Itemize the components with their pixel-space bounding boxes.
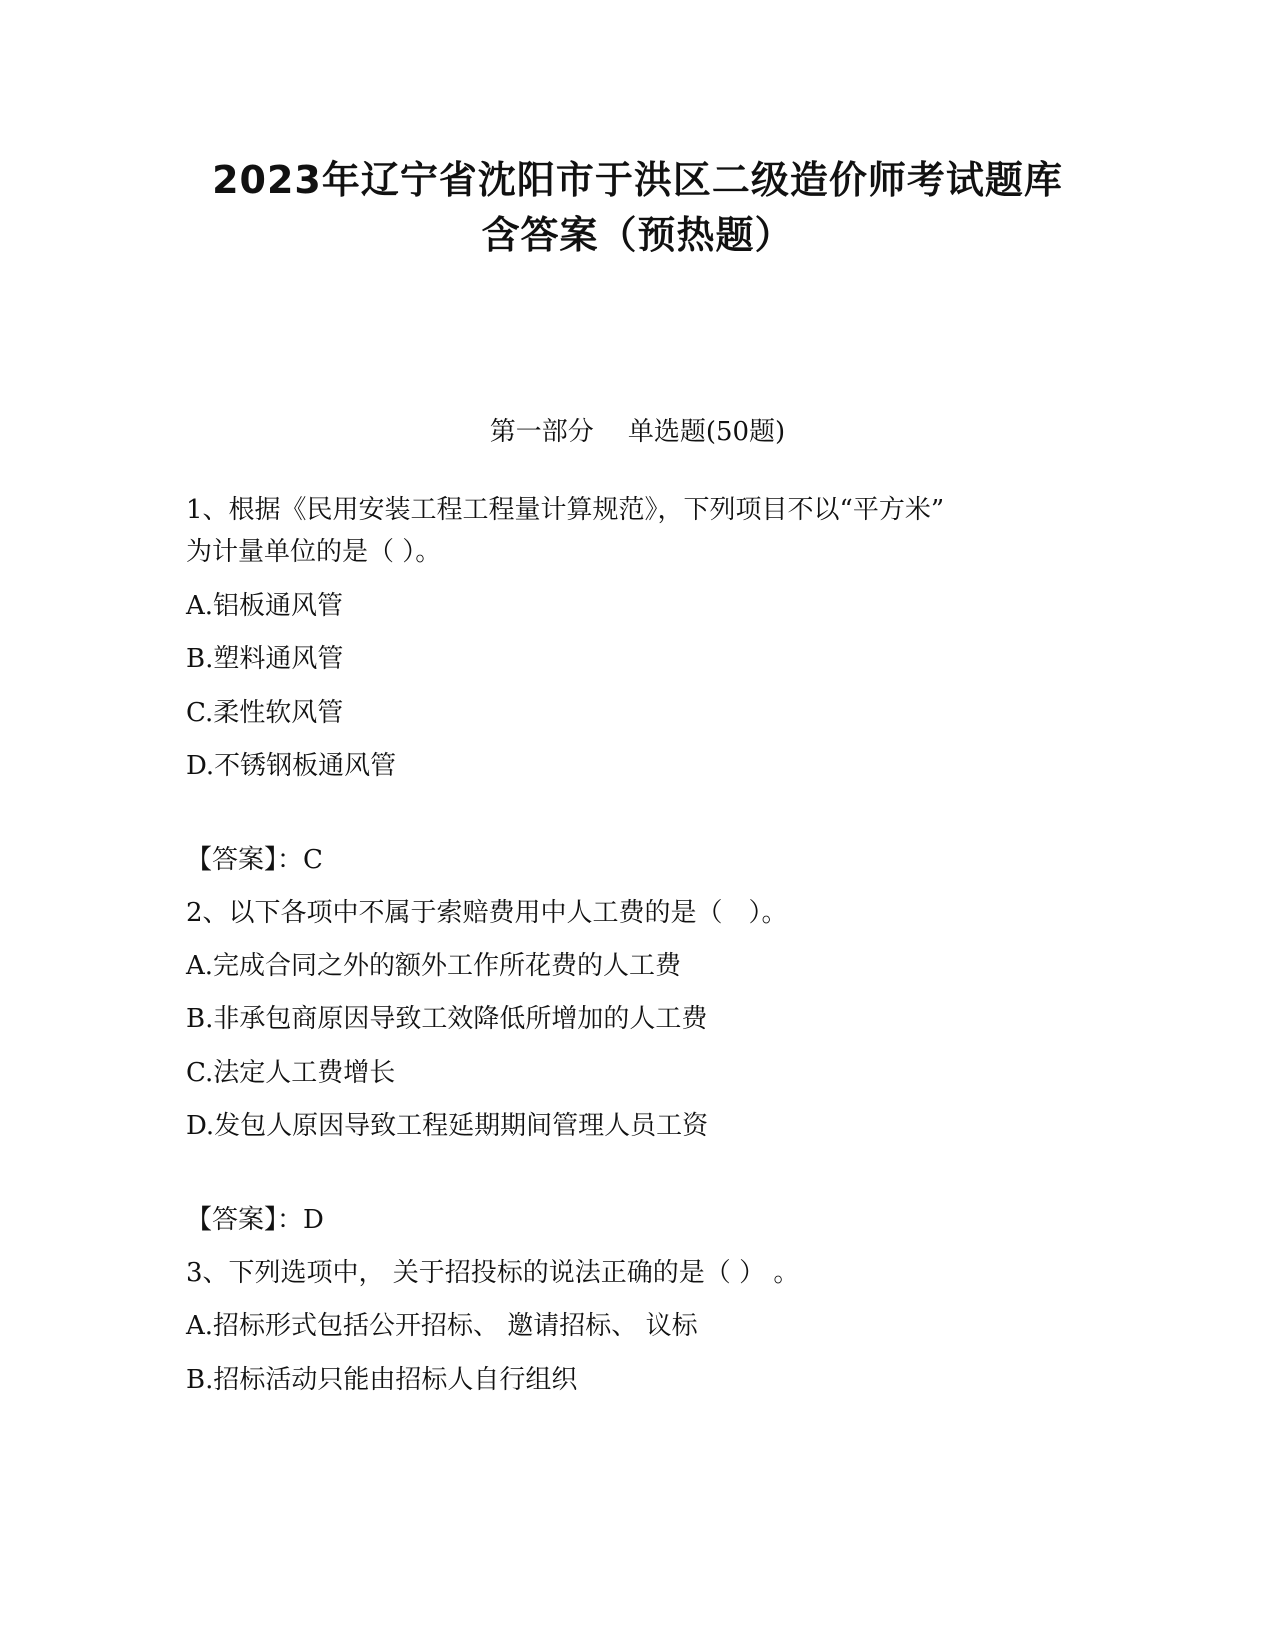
section-type: 单选题(50题) [627,417,786,447]
question-3-option-b: B.招标活动只能由招标人自行组织 [186,1365,578,1395]
question-1-answer: 【答案】：C [186,845,323,875]
question-3-stem: 3、下列选项中， 关于招投标的说法正确的是（ ） 。 [186,1258,800,1288]
question-2-option-b: B.非承包商原因导致工效降低所增加的人工费 [186,1004,708,1034]
document-title-line-1: 2023年辽宁省沈阳市于洪区二级造价师考试题库 [212,158,1063,202]
question-1-stem-line-1: 1、根据《民用安装工程工程量计算规范》，下列项目不以“平方米” [186,495,945,525]
question-2-option-d: D.发包人原因导致工程延期期间管理人员工资 [186,1111,709,1141]
question-1-option-b: B.塑料通风管 [186,644,344,674]
document-title-line-2: 含答案（预热题） [481,213,794,257]
question-2-option-c: C.法定人工费增长 [186,1058,396,1088]
question-1-option-a: A.铝板通风管 [186,591,344,621]
question-3-option-a: A.招标形式包括公开招标、 邀请招标、 议标 [186,1311,698,1341]
question-2-stem: 2、以下各项中不属于索赔费用中人工费的是（ ）。 [186,898,788,928]
question-2-answer: 【答案】：D [186,1205,324,1235]
question-1-stem-line-2: 为计量单位的是（ ）。 [186,537,442,567]
question-2-option-a: A.完成合同之外的额外工作所花费的人工费 [186,951,682,981]
section-heading [0,412,1275,452]
question-1-option-d: D.不锈钢板通风管 [186,751,397,781]
section-part: 第一部分 [489,417,594,447]
question-1-option-c: C.柔性软风管 [186,698,344,728]
